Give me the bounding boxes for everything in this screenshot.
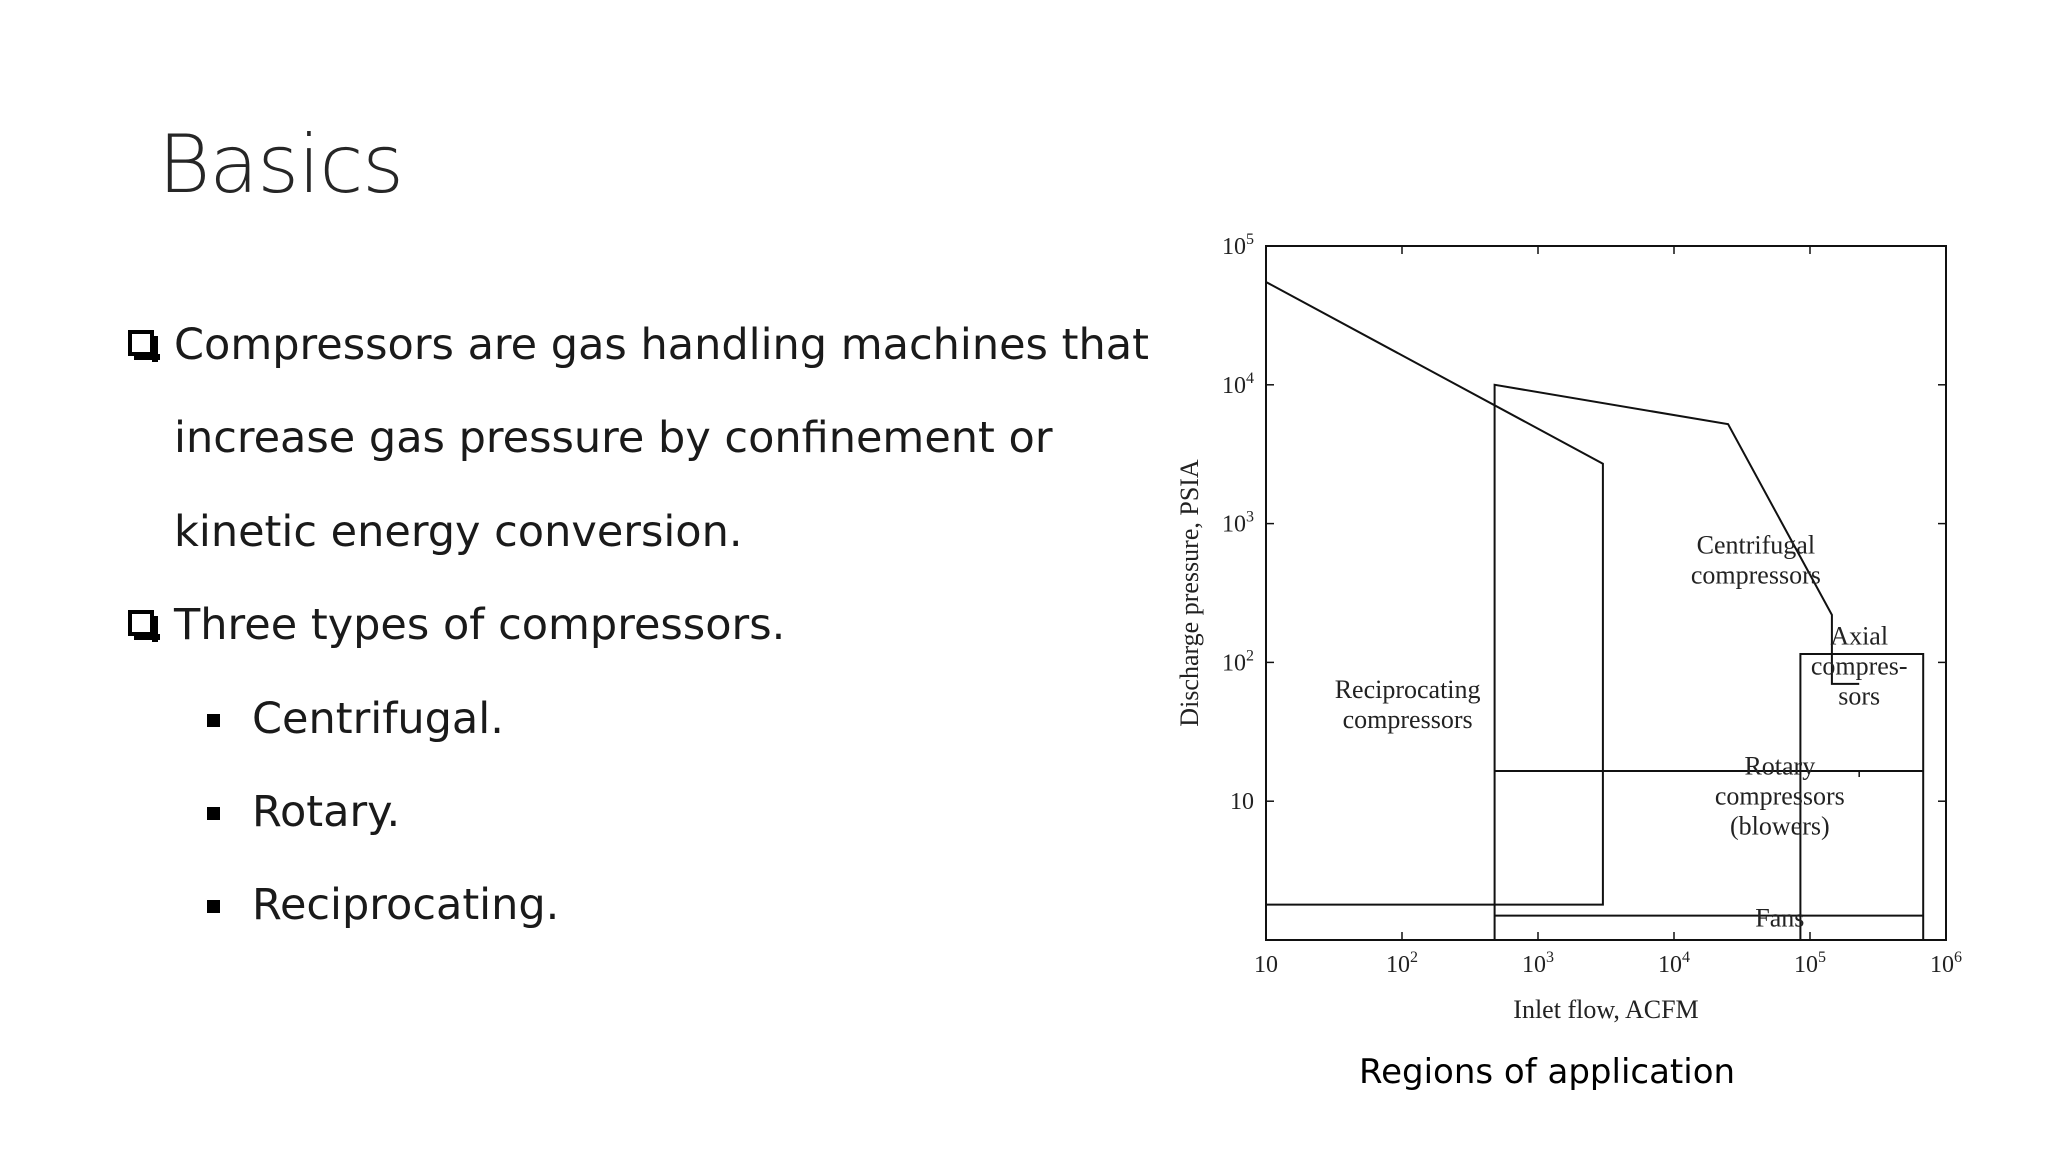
y-tick-label: $10^3$ — [1222, 508, 1254, 538]
y-tick-label: 10 — [1230, 789, 1254, 816]
x-tick-label: $10^6$ — [1930, 949, 1962, 978]
y-tick-label: $10^5$ — [1222, 231, 1254, 260]
plot-frame — [1266, 246, 1946, 940]
x-tick-label: $10^3$ — [1522, 949, 1554, 978]
region-label-axial: compres- — [1810, 651, 1908, 681]
region-boundary-reciprocating — [1266, 282, 1603, 905]
y-axis-label: Discharge pressure, PSIA — [1175, 459, 1204, 727]
chart-caption: Regions of application — [1359, 1052, 1736, 1092]
square-bullet-icon — [207, 714, 220, 727]
x-tick-label: $10^2$ — [1386, 949, 1418, 978]
region-label-reciprocating: compressors — [1342, 705, 1473, 735]
checkbox-bullet-icon — [128, 610, 154, 636]
x-axis-label: Inlet flow, ACFM — [1513, 995, 1699, 1024]
regions-chart — [1160, 228, 1980, 1038]
y-tick-label: $10^4$ — [1222, 369, 1254, 399]
region-label-rotary: compressors — [1714, 781, 1845, 811]
region-label-rotary: Rotary — [1744, 751, 1816, 781]
sub-item-rotary: Rotary. — [252, 787, 401, 837]
slide-title: Basics — [158, 118, 403, 211]
sub-item-centrifugal: Centrifugal. — [252, 694, 504, 744]
x-tick-label: $10^4$ — [1658, 949, 1690, 978]
region-label-fans: Fans — [1755, 903, 1805, 933]
square-bullet-icon — [207, 807, 220, 820]
y-tick-label: $10^2$ — [1222, 647, 1254, 677]
region-label-reciprocating: Reciprocating — [1334, 675, 1481, 705]
region-boundary-centrifugal — [1495, 385, 1860, 940]
square-bullet-icon — [207, 900, 220, 913]
region-label-centrifugal: Centrifugal — [1696, 530, 1816, 560]
x-tick-label: $10^5$ — [1794, 949, 1826, 978]
checkbox-bullet-icon — [128, 330, 154, 356]
region-label-axial: Axial — [1830, 621, 1889, 651]
region-label-rotary: (blowers) — [1730, 811, 1830, 841]
region-label-centrifugal: compressors — [1690, 560, 1821, 590]
bullet-2-line-1: Three types of compressors. — [174, 600, 786, 650]
x-tick-label: 10 — [1254, 952, 1278, 978]
bullet-1-line-3: kinetic energy conversion. — [174, 507, 743, 557]
sub-item-reciprocating: Reciprocating. — [252, 880, 560, 930]
bullet-1-line-2: increase gas pressure by confinement or — [174, 413, 1053, 463]
bullet-1-line-1: Compressors are gas handling machines that — [174, 320, 1149, 370]
region-label-axial: sors — [1838, 681, 1881, 711]
